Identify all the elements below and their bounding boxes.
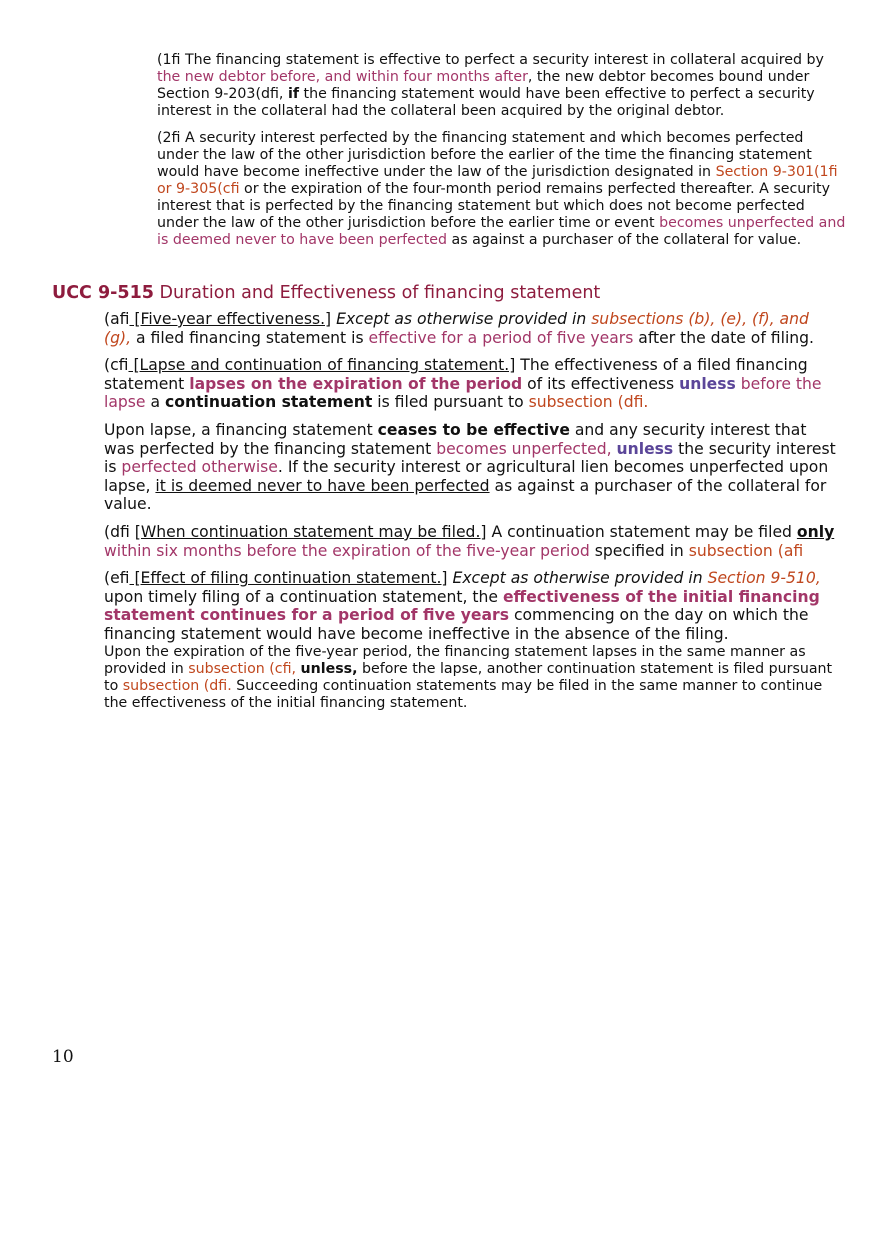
subsection-label: (cfi: [104, 356, 129, 375]
bold-text: continuation statement: [165, 393, 373, 412]
italic-text: Except as otherwise provided in: [331, 310, 592, 328]
highlight-text: the new debtor before, and within four months after: [157, 69, 528, 85]
text: upon timely filing of a continuation statement, the: [104, 587, 503, 606]
keyword-unless: unless: [616, 439, 674, 458]
text: , the new debtor becomes bound under Section 9-203(dfi,: [157, 69, 810, 102]
text: A continuation statement may be filed: [486, 522, 797, 541]
text: (1fi The financing statement is effective to perfect a security interest in collateral acquired by: [157, 52, 824, 68]
section-title: Duration and Effectiveness of financing statement: [153, 283, 601, 303]
subsection-caption: [Effect of filing continuation statement.]: [129, 569, 448, 588]
subsection-e-continued: [104, 644, 839, 712]
provision-1: [157, 52, 847, 120]
text: Upon the expiration of the five-year period, the financing statement lapses in the same manner as provided in: [104, 643, 806, 677]
section-reference: subsection (afi: [688, 541, 804, 560]
text: . If the security interest or agricultural lien becomes unperfected upon lapse,: [104, 458, 829, 495]
text: the security interest is: [104, 439, 836, 477]
text: specified in: [589, 541, 689, 560]
keyword-unless: unless: [679, 374, 736, 393]
highlight-text: becomes unperfected,: [436, 439, 617, 458]
text: The effectiveness of a filed financing statement: [104, 356, 808, 393]
section-heading: [52, 282, 852, 304]
text: the financing statement would have been effective to perfect a security interest in the collateral had the collateral been acquired by the original debtor.: [157, 86, 815, 119]
text: as against a purchaser of the collateral for value.: [104, 476, 827, 514]
section-body: [104, 310, 839, 721]
text: or the expiration of the four-month period remains perfected thereafter. A security interest that is perfected by the financing statement but which does not become perfected under the law of the other jurisdiction before the earlier time or event: [157, 181, 831, 231]
text: Upon lapse, a financing statement: [104, 420, 378, 439]
text: commencing on the day on which the financing statement would have become ineffective in the absence of the filing.: [104, 606, 809, 643]
highlight-bold-text: effectiveness of the initial financing statement continues for a period of five years: [104, 587, 820, 625]
section-reference: Section 9-301(1fi or 9-305(cfi: [157, 164, 838, 197]
text: before the lapse, another continuation statement is filed pursuant to: [104, 660, 833, 694]
subsection-caption: [Five-year effectiveness.]: [129, 310, 332, 328]
subsection-caption: [When continuation statement may be filed.]: [134, 522, 487, 541]
bold-text: unless,: [300, 660, 358, 677]
text: as against a purchaser of the collateral for value.: [447, 232, 802, 248]
section-reference: subsections (b), (e), (f), and (g),: [104, 310, 809, 347]
subsection-e: [104, 569, 839, 643]
subsection-d: [104, 523, 839, 560]
section-reference: subsection (dfi.: [528, 393, 649, 412]
bold-text: ceases to be effective: [377, 420, 570, 439]
text: a: [145, 393, 165, 412]
subsection-a: [104, 310, 839, 347]
text: Succeeding continuation statements may be filed in the same manner to continue the effectiveness of the initial financing statement.: [104, 677, 823, 711]
underlined-text: it is deemed never to have been perfected: [155, 476, 490, 495]
bold-text: if: [287, 86, 299, 102]
section-reference: subsection (cfi,: [188, 660, 301, 677]
top-provisions: [157, 52, 847, 259]
subsection-label: (afi: [104, 310, 130, 328]
text: of its effectiveness: [522, 374, 680, 393]
subsection-label: (dfi: [104, 522, 135, 541]
text: and any security interest that was perfected by the financing statement: [104, 420, 807, 458]
text: a filed financing statement is: [131, 328, 369, 347]
subsection-caption: [Lapse and continuation of financing statement.]: [128, 356, 516, 375]
section-reference: Section 9-510,: [707, 569, 821, 588]
highlight-text: becomes unperfected and is deemed never to have been perfected: [157, 215, 846, 248]
text: after the date of filing.: [633, 328, 815, 347]
page-number: 10: [52, 1047, 74, 1067]
lapse-paragraph: [104, 421, 839, 514]
text: is filed pursuant to: [372, 393, 529, 412]
highlight-text: effective for a period of five years: [368, 328, 634, 347]
subsection-label: (efi: [104, 569, 130, 588]
section-code: UCC 9-515: [52, 283, 154, 303]
text: (2fi A security interest perfected by the financing statement and which becomes perfected under the law of the other jurisdiction before the earlier of the time the financing statement would have become ineffective under the law of the jurisdiction designated in: [157, 130, 812, 180]
provision-2: [157, 130, 847, 249]
highlight-text: before the lapse: [104, 374, 822, 412]
subsection-c: [104, 356, 839, 412]
bold-text: only: [796, 522, 835, 541]
highlight-text: perfected otherwise: [121, 458, 278, 477]
section-reference: subsection (dfi.: [122, 677, 232, 694]
highlight-text: within six months before the expiration of the five-year period: [104, 541, 590, 560]
highlight-bold-text: lapses on the expiration of the period: [189, 374, 523, 393]
italic-text: Except as otherwise provided in: [447, 569, 708, 588]
